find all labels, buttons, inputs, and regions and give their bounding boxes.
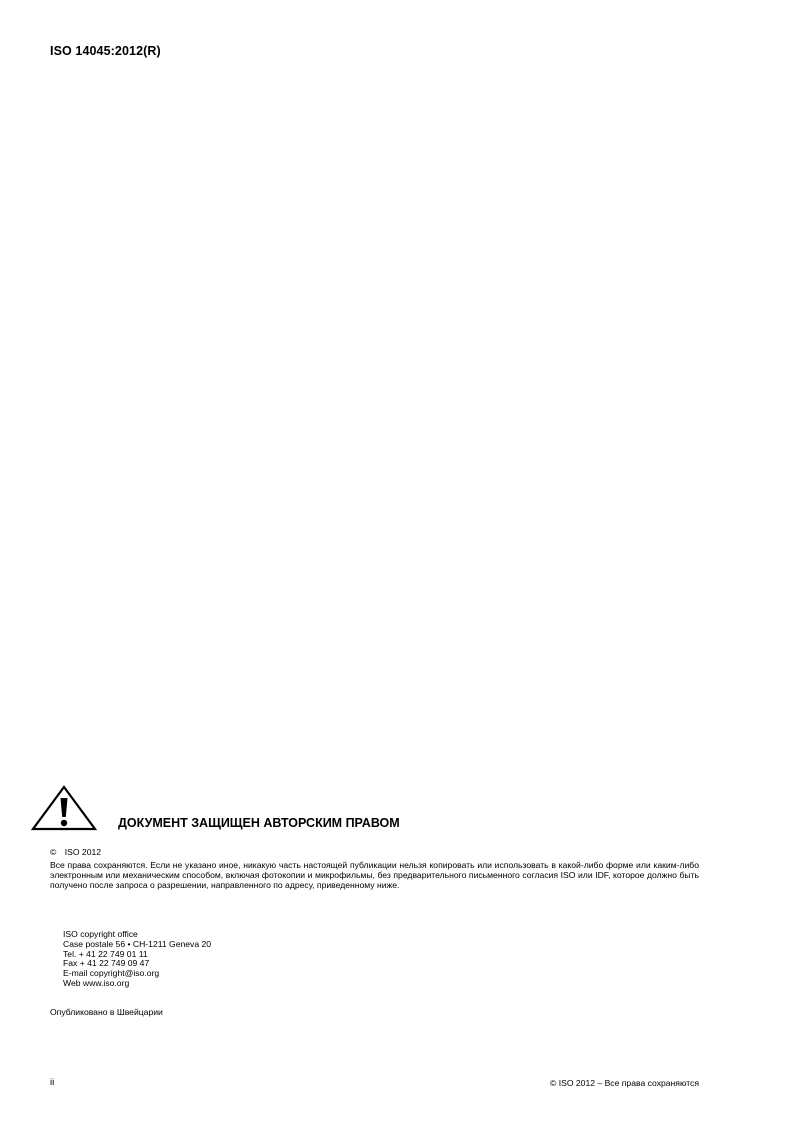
copyright-heading: ДОКУМЕНТ ЗАЩИЩЕН АВТОРСКИМ ПРАВОМ [118,816,400,830]
copyright-year: ISO 2012 [64,847,102,857]
footer-copyright: © ISO 2012 – Все права сохраняются [549,1078,699,1088]
warning-triangle-icon [30,784,98,832]
office-website: Web www.iso.org [63,977,130,988]
office-name: ISO copyright office [63,929,138,939]
page-number: ii [50,1077,55,1088]
office-fax: Fax + 41 22 749 09 47 [63,958,150,969]
rights-paragraph: Все права сохраняются. Если не указано иное, никакую часть настоящей публикации нельзя копировать или использовать в какой-либо форме или каким-либо электронным или механическим способом, включая фотокопии и микрофильмы, без предварительного письменного согласия ISO или IDF, которое должно быть получено после запроса о разрешении, направленного по адресу, приведенному ниже. [50,860,699,891]
copyright-year-line [50,847,101,857]
office-telephone: Tel. + 41 22 749 01 11 [63,948,148,959]
copyright-office-address [63,930,211,989]
published-in: Опубликовано в Швейцарии [50,1007,163,1017]
office-postal-address: Case postale 56 • CH-1211 Geneva 20 [63,938,212,949]
office-email: E-mail copyright@iso.org [63,968,160,979]
document-id: ISO 14045:2012(R) [50,44,161,58]
copyright-symbol: © [50,847,57,857]
